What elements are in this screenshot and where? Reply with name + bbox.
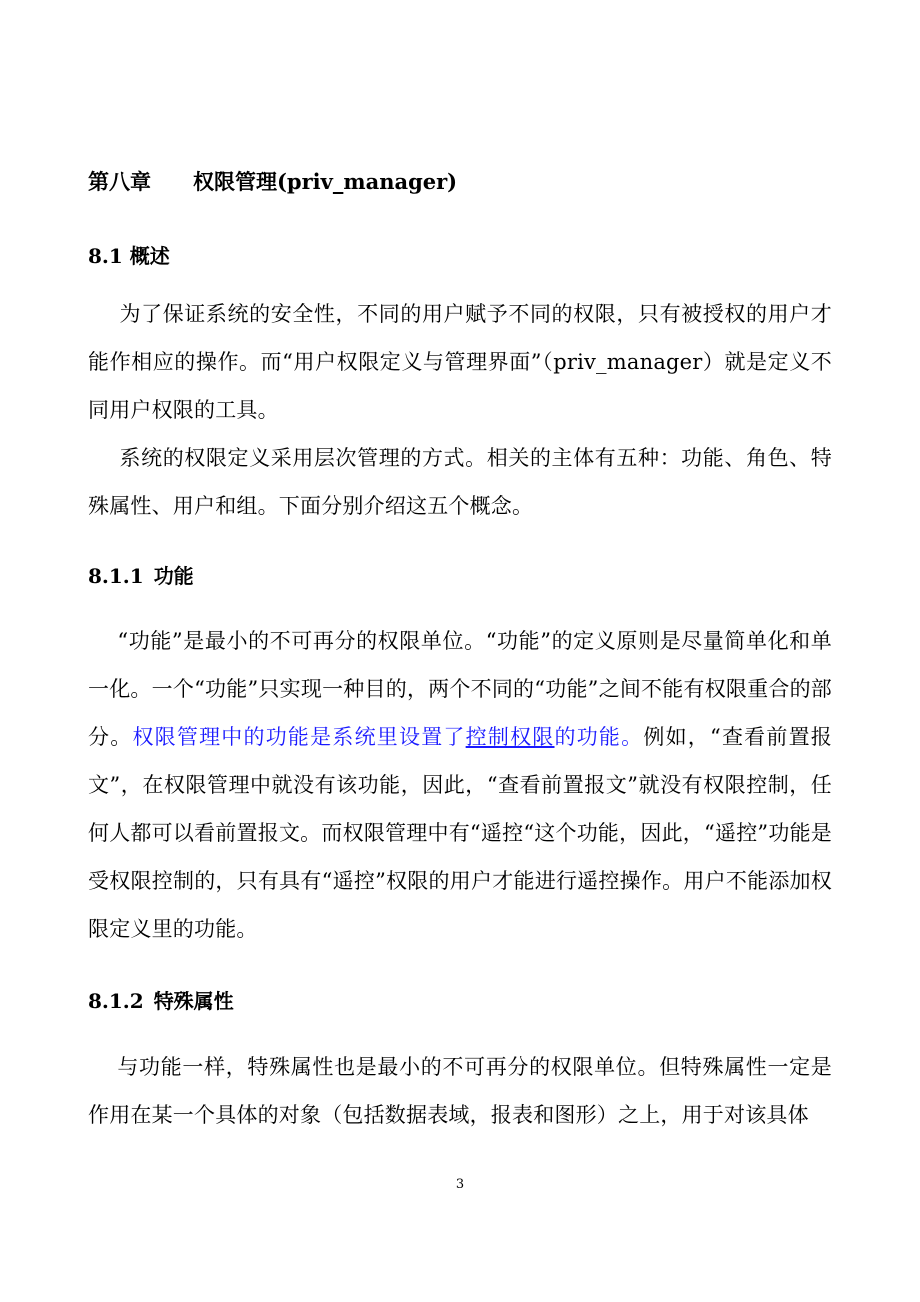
function-text-end: 例如，“查看前置报文”，在权限管理中就没有该功能，因此，“查看前置报文”就没有权限控制，任何人都可以看前置报文。而权限管理中有“遥控“这个功能，因此，“遥控”功能是受权限控制的，只有具有“遥控”权限的用户才能进行遥控操作。用户不能添加权限定义里的功能。 [88, 725, 832, 941]
function-highlight-1: 权限管理中的功能是系统里设置了 [132, 725, 466, 749]
paragraph-function [88, 617, 832, 953]
section-heading-8-1: 8.1 概述 [88, 244, 170, 268]
section-title: 特殊属性 [153, 989, 234, 1013]
section-number: 8.1.2 [88, 989, 144, 1013]
chapter-heading [88, 168, 457, 196]
section-heading-8-1-1 [88, 562, 194, 590]
section-heading-8-1-2 [88, 987, 234, 1015]
page-number: 3 [455, 1177, 465, 1192]
function-text-start: “功能”是最小的不可再分的权限单位。“功能”的定义原则是尽量简单化和单一化。一个“功能”只实现一种目的，两个不同的“功能”之间不能有权限重合的部分。 [88, 629, 832, 749]
chapter-title: 权限管理(priv_manager) [193, 169, 458, 194]
function-highlight-2: 的功能。 [554, 725, 644, 749]
paragraph-overview-1: 为了保证系统的安全性，不同的用户赋予不同的权限，只有被授权的用户才能作相应的操作。而“用户权限定义与管理界面”（priv_manager）就是定义不同用户权限的工具。 [88, 302, 832, 422]
control-permission-link[interactable]: 控制权限 [465, 725, 555, 749]
chapter-number: 第八章 [88, 169, 151, 194]
paragraph-overview-2: 系统的权限定义采用层次管理的方式。相关的主体有五种：功能、角色、特殊属性、用户和组。下面分别介绍这五个概念。 [88, 446, 832, 518]
section-title: 功能 [153, 564, 194, 588]
paragraph-special-attribute: 与功能一样，特殊属性也是最小的不可再分的权限单位。但特殊属性一定是作用在某一个具体的对象（包括数据表域，报表和图形）之上，用于对该具体 [88, 1055, 832, 1127]
section-number: 8.1.1 [88, 564, 144, 588]
